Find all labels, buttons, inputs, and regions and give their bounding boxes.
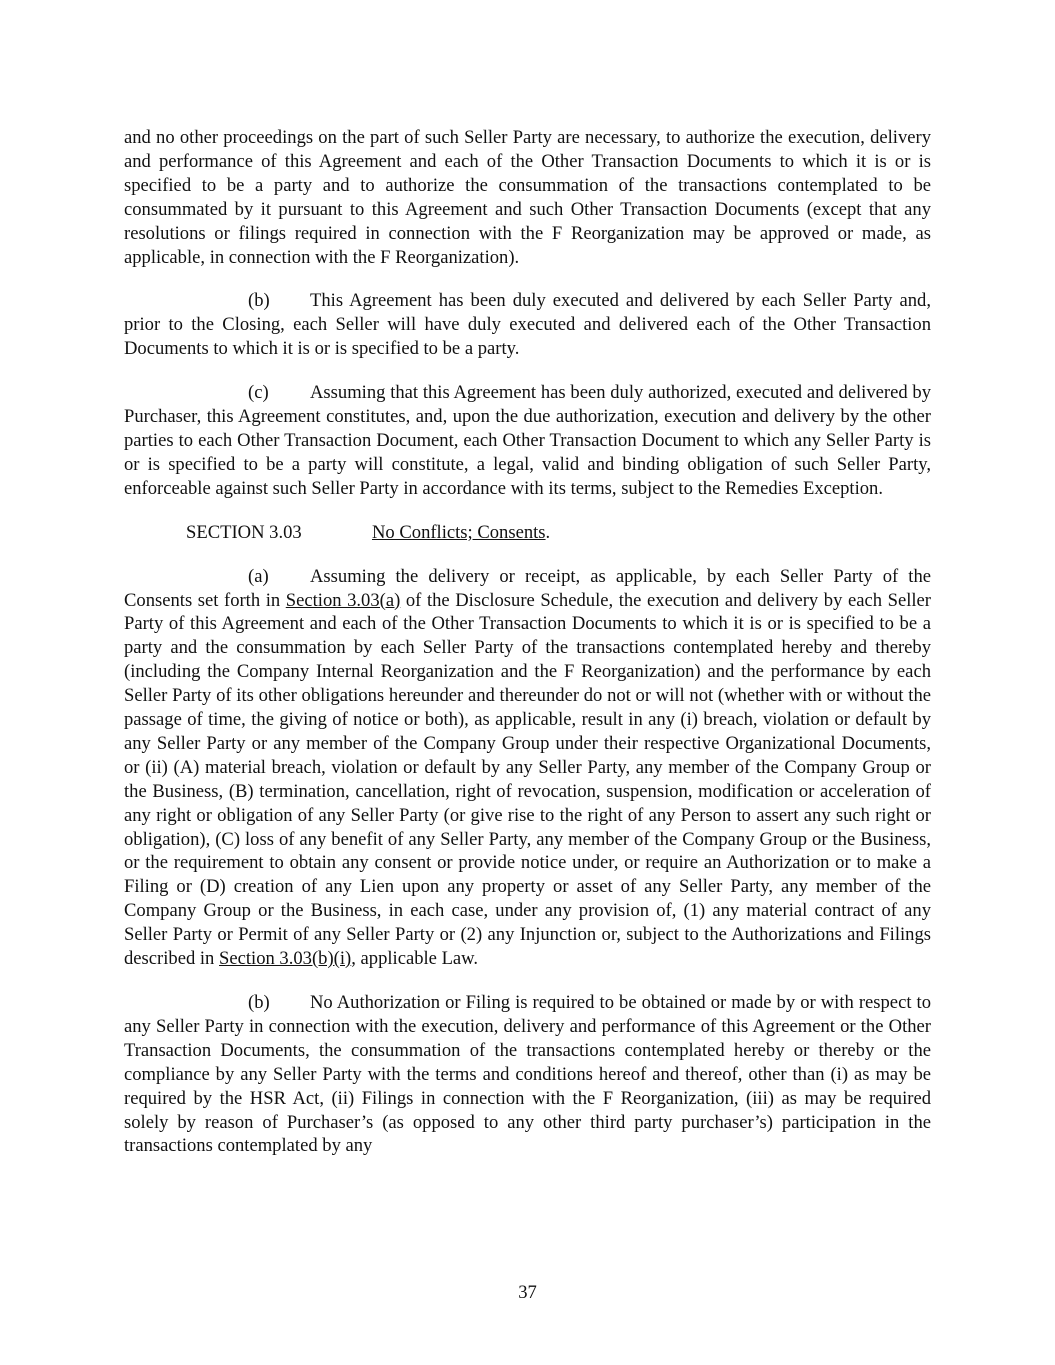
- page-number: 37: [518, 1282, 537, 1303]
- section-reference-link: Section 3.03(b)(i): [219, 948, 352, 970]
- subsection-text-part-3: , applicable Law.: [351, 948, 479, 970]
- paragraph-continuation: [124, 126, 931, 269]
- document-body: [124, 126, 931, 1178]
- section-title-suffix: .: [545, 521, 551, 543]
- subsection-label: (b): [248, 290, 270, 312]
- subsection-text: Assuming that this Agreement has been duly authorized, executed and delivered by Purchaser, this Agreement constitutes, and, upon the due authorization, execution and delivery by the other parties to each Other Transaction Document, each Other Transaction Document to which any Seller Party is or is specified to be a party will constitute, a legal, valid and binding obligation of such Seller Party, enforceable against such Seller Party in accordance with its terms, subject to the Remedies Exception.: [124, 382, 931, 499]
- subsection-b-authorizations: [124, 991, 931, 1158]
- subsection-text: No Authorization or Filing is required to be obtained or made by or with respect to any Seller Party in connection with the execution, delivery and performance of this Agreement or the Other Transaction Documents, the consummation of the transactions contemplated hereby or thereby or the compliance by any Seller Party with the terms and conditions hereof and thereof, other than (i) as may be required by the HSR Act, (ii) Filings in connection with the F Reorganization, (iii) as may be required solely by reason of Purchaser’s (as opposed to any other third party purchaser’s) participation in the transactions contemplated by any: [124, 992, 931, 1157]
- subsection-label: (a): [248, 565, 269, 587]
- subsection-label: (c): [248, 382, 269, 404]
- subsection-a-no-conflicts: [124, 565, 931, 971]
- subsection-text-part-2: of the Disclosure Schedule, the execution and delivery by each Seller Party of this Agreement and each of the Other Transaction Documents to which it is or is specified to be a party and the consummation by each Seller Party of the transactions contemplated hereby and thereby (including the Company Internal Reorganization and the F Reorganization) and the performance by each Seller Party of its other obligations hereunder and thereunder do not or will not (whether with or without the passage of time, the giving of notice or both), as applicable, result in any (i) breach, violation or default by any Seller Party or any member of the Company Group under their respective Organizational Documents, or (ii) (A) material breach, violation or default by any Seller Party, any member of the Company Group or the Business, (B) termination, cancellation, right of revocation, suspension, modification or acceleration of any right or obligation of any Seller Party (or give rise to the right of any Person to assert any such right or obligation), (C) loss of any benefit of any Seller Party, any member of the Company Group or the Business, or the requirement to obtain any consent or provide notice under, or require an Authorization or to make a Filing or (D) creation of any Lien upon any property or asset of any Seller Party, any member of the Company Group or the Business, in each case, under any provision of, (1) any material contract of any Seller Party or Permit of any Seller Party or (2) any Injunction or, subject to the Authorizations and Filings described in: [124, 589, 931, 970]
- subsection-text-part-1: Assuming the delivery or receipt, as applicable, by each Seller Party of the Consents set forth in: [124, 565, 931, 611]
- subsection-label: (b): [248, 992, 270, 1013]
- section-title: No Conflicts; Consents: [372, 521, 546, 543]
- paragraph-text: and no other proceedings on the part of such Seller Party are necessary, to authorize the execution, delivery and performance of this Agreement and each of the Other Transaction Documents to which it is or is specified to be a party and to authorize the consummation of the transactions contemplated to be consummated by it pursuant to this Agreement and such Other Transaction Documents (except that any resolutions or filings required in connection with the F Reorganization may be approved or made, as applicable, in connection with the F Reorganization).: [124, 127, 931, 268]
- subsection-text: This Agreement has been duly executed and delivered by each Seller Party and, prior to the Closing, each Seller will have duly executed and delivered each of the Other Transaction Documents to which it is or is specified to be a party.: [124, 290, 931, 360]
- subsection-b-execution: [124, 289, 931, 361]
- section-heading: [186, 521, 931, 545]
- section-reference-link: Section 3.03(a): [285, 589, 401, 611]
- subsection-c-enforceability: [124, 381, 931, 501]
- section-number: SECTION 3.03: [186, 521, 302, 543]
